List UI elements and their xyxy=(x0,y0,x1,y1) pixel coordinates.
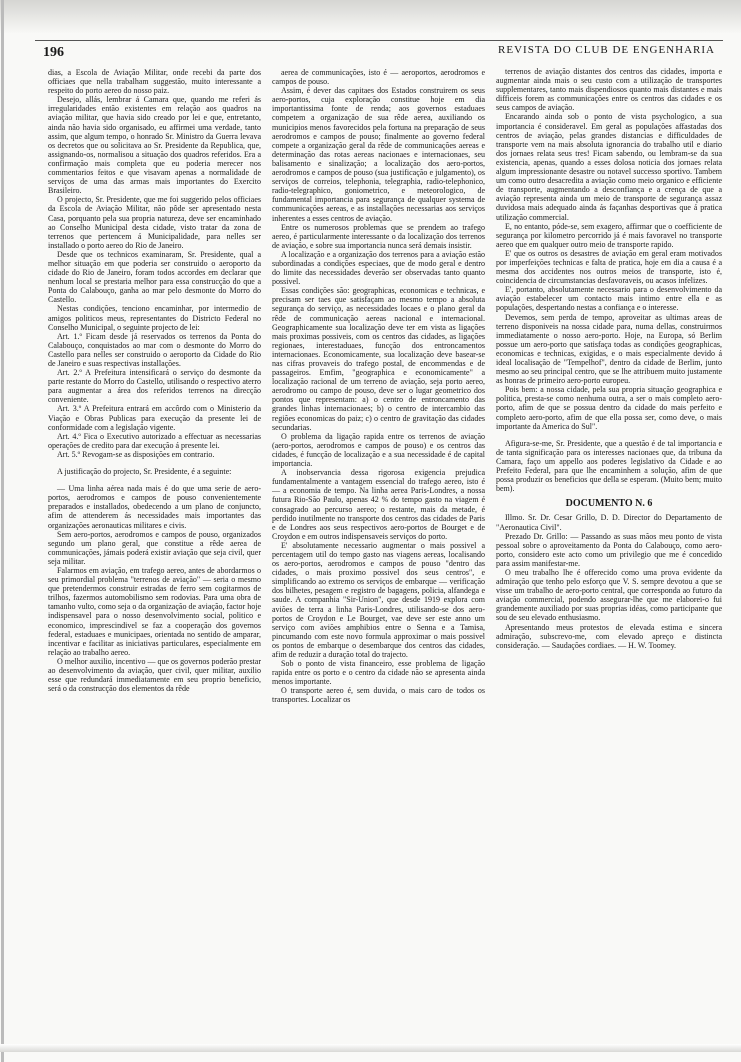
paragraph: Sob o ponto de vista financeiro, esse problema de ligação rapida entre os porto e o centro da cidade não se apresenta ainda menos importante. xyxy=(272,659,485,687)
paragraph: Entre os numerosos problemas que se prendem ao trafego aereo, é particularmente interessante o da localização dos terrenos de aviação, e sobre sua importancia nunca será demais insistir. xyxy=(272,222,485,250)
paragraph: A justificação do projecto, Sr. Presidente, é a seguinte: xyxy=(57,467,232,477)
paragraph: O melhor auxilio, incentivo — que os governos poderão prestar ao desenvolvimento da aviação, quer civil, quer militar, auxilio esse que redundará immediatamente em seu proprio beneficio, será o da construcção dos elementos da rêde xyxy=(48,656,261,694)
paragraph: terrenos de aviação distantes dos centros das cidades, importa e augmentar ainda mais o seu custo com a utilização de transportes supplementares, tanto mais dispendiosos quanto mais distantes e mais difficeis forem as communicações entre os centros das cidades e os seus campos de aviação. xyxy=(496,67,722,113)
paragraph: Art. 1.º Ficam desde já reservados os terrenos da Ponta do Calabouço, conquistados ao mar com o desmonte do Morro do Castello para nelles ser construido o aeroporto da Cidade do Rio de Janeiro e suas respectivas installações. xyxy=(48,331,261,368)
paragraph: E, no entanto, póde-se, sem exagero, affirmar que o coefficiente de segurança por kilometro percorrido já é mais favoravel no transporte aereo que em qualquer outro meio de transporte rapido. xyxy=(496,221,722,249)
paragraph: Prezado Dr. Grillo: — Passando as suas mãos meu ponto de vista pessoal sobre o aproveitamento da Ponta do Calabouço, como aero-porto, considero este acto como um privilegio que me é concedido para assim manifestar-me. xyxy=(496,531,722,568)
scan-edge-left xyxy=(1,0,4,1062)
paragraph: — Uma linha aérea nada mais é do que uma serie de aero-portos, aerodromos e campos de pouso convenientemente preparados e installados, obedecendo a um plano de conjuncto, afim de attenderem ás necessidades mais importantes das organizações aeronauticas militares e civis. xyxy=(48,484,261,530)
scan-edge-bottom xyxy=(0,1044,741,1052)
column-middle xyxy=(272,68,485,1050)
paragraph: Assim, é dever das capitaes dos Estados construirem os seus aero-portos, cuja exploração constitue hoje em dia importantissima fonte de renda; aos governos estaduaes competem a organização de sua rêde aerea, auxiliando os municipios menos favorecidos pela fortuna na preparação de seus aerodromos e campos de pouso; finalmente ao governo federal compete a organização geral da rêde de communicações aereas e determinação das rotas aereas nacionaes e internacionaes, seu balisamento e sinalização; a localização dos aero-portos, aerodromos e campos de pouso (sua justificação e julgamento), os serviços de correios, telephonia, telegraphia, radio-telephonico, radio-telegraphico, goniometrico, e meteorologico, de fundamental importancia para segurança de qualquer systema de communicações aereas, e as installações necessarias aos serviços inherentes a esses centros de aviação. xyxy=(272,86,485,223)
paragraph: Apresentando meus protestos de elevada estima e sincera admiração, subscrevo-me, com elevado apreço e distincta consideração. — Saudações cordiaes. — H. W. Toomey. xyxy=(496,622,722,650)
paragraph: O problema da ligação rapida entre os terrenos de aviação (aero-portos, aerodromos e campos de pouso) e os centros das cidades, é funcção de localização e a sua necessidade é de capital importancia. xyxy=(272,431,485,469)
paragraph: dias, a Escola de Aviação Militar, onde recebi da parte dos officiaes que nella trabalham suggestão, muito interessante a respeito do porto aereo do nosso paiz. xyxy=(48,68,261,96)
section-heading: DOCUMENTO N. 6 xyxy=(565,498,653,510)
paragraph: O meu trabalho lhe é offerecido como uma prova evidente da admiração que tenho pelo esforço que V. S. sempre devotou a que se visse um trabalho de aero-porto central, que corresponda ao futuro da aviação commercial, podendo assegurar-lhe que me elaborei-o fui grandemente auxiliado por suas proprias idéas, como participante que sou de seu elevado enthusiasmo. xyxy=(496,567,722,623)
page-number: 196 xyxy=(43,45,64,60)
paragraph: Illmo. Sr. Dr. Cesar Grillo, D. D. Director do Departamento de "Aeronautica Civil". xyxy=(496,513,722,532)
paragraph: Pois bem: a nossa cidade, pela sua propria situação geographica e politica, presta-se como nenhuma outra, a ser o mais completo aero-porto, afim de que se possua dentro da cidade do mais perfeito e completo aero-porto, afim de que ella possa ser, como deve, o mais importante da America do Sul". xyxy=(496,385,722,431)
paragraph: Encarando ainda sob o ponto de vista psychologico, a sua importancia é consideravel. Em geral as populações affastadas dos centros de aviação, pelas grandes distancias e difficuldades de transporte vem na mais absoluta ignorancia do trabalho util e diario dos jornaes relata seus tres! Ficam sabendo, ou lembram-se da sua existencia, apenas, quando a esses dolosa noticia dos jornaes relata algum impressionante desastre ou notavel successo sportivo. Tambem um como outro desacredita a aviação como meio organico e efficiente de transporte, augmentando a desconfiança e a crença de que a aviação representa ainda um meio de transporte de segurança assaz duvidosa mais adequado ainda ás façanhas desportivas que á pratica utilização commercial. xyxy=(496,112,722,222)
column-left xyxy=(48,68,261,1050)
paragraph: Devemos, sem perda de tempo, aproveitar as ultimas areas de terreno disponiveis na nossa cidade para, numa dellas, construirmos immediatamente o nosso aero-porto. Hoje, na Europa, só Berlim possue um aero-porto que satisfaça todas as condições geographicas, economicas e technicas, exigidas, e o mais especialmente devido á ideal localisação de "Tempelhof", dentro da cidade de Berlim, junto mesmo ao seu principal centro, que se lhe attribuem muito justamente as honras de primeiro aero-porto europeu. xyxy=(496,312,722,386)
journal-title: REVISTA DO CLUB DE ENGENHARIA xyxy=(498,44,715,56)
column-right xyxy=(496,67,722,1050)
paragraph: O transporte aereo é, sem duvida, o mais caro de todos os transportes. Localizar os xyxy=(272,686,485,705)
paragraph: Falarmos em aviação, em trafego aereo, antes de abordarmos o seu primordial problema "terrenos de aviação" — seria o mesmo que pretendermos construir estradas de ferro sem cogitarmos de trilhos, fazermos automobilismo sem rodovias. Para uma obra de tamanho vulto, como seja o da organização de aviação, factor hoje indispensavel para o nosso desenvolvimento social, politico e economico, imprescindivel se faz a cooperação dos governos federal, estaduaes e municipaes, orientada no sentido de amparar, incentivar e facilitar as iniciativas particulares, especialmente em relação ao trabalho aereo. xyxy=(48,565,261,657)
paragraph: Desde que os technicos examinaram, Sr. Presidente, qual a melhor situação em que poderia ser construido o aeroporto da cidade do Rio de Janeiro, foram todos accordes em declarar que nenhum local se prestaria melhor para essa construcção do que a Ponta do Calabouço, ganha ao mar pelo desmonte do Morro do Castello. xyxy=(48,249,261,305)
paragraph: E' absolutamente necessario augmentar o mais possivel a percentagem util do tempo gasto nas viagens aereas, localisando os aero-portos, aerodromos e campos de pouso "dentro das cidades, o mais proximo possivel dos seus centros", e simplificando ao extremo os serviços de embarque — verificação dos bilhetes, pesagem e registro de bagagens, policia, alfandega e saude. A companhia "Sir-Union", que desde 1919 explora com aviões de terra a linha Paris-Londres, utilisando-se dos aero-portos de Croydon e Le Bourget, vae deve ser este anno um serviço com aviões amphibios entre o Senna e a Tamisa, pincumando com este novo formula approximar o mais possivel os pontos de embarque o desembarque dos centros das cidades, afim de reduzir a duração total do trajecto. xyxy=(272,540,485,659)
paragraph: Art. 5.º Revogam-se as disposições em contrario. xyxy=(57,449,215,459)
paragraph: aerea de communicações, isto é — aeroportos, aerodromos e campos de pouso. xyxy=(272,68,485,87)
paragraph: E', portanto, absolutamente necessario para o desenvolvimento da aviação estabelecer um contacto mais intimo entre ella e as populações, despertando nestas a confiança e o interesse. xyxy=(496,285,722,313)
paragraph: Art. 2.º A Prefeitura intensificará o serviço do desmonte da parte restante do Morro do Castello, utilisando o respectivo aterro para augmentar a área dos referidos terrenos na direcção conveniente. xyxy=(48,368,261,405)
paragraph: A localização e a organização dos terrenos para a aviação estão subordinadas a condições especiaes, que de modo geral e dentro do limite das necessidades deverão ser observadas tanto quanto possivel. xyxy=(272,249,485,287)
paragraph: Art. 4.º Fica o Executivo autorizado a effectuar as necessarias operações de credito para dar execução á presente lei. xyxy=(48,431,261,450)
paragraph: E' que os outros os desastres de aviação em geral eram motivados por imperfeições technicas e falta de pratica, hoje em dia a causa é a mesma dos accidentes nos outros meios de transporte, isto é, coincidencia de circumstancias desfavoraveis, ou acasos infelizes. xyxy=(496,248,722,286)
paragraph: Afigura-se-me, Sr. Presidente, que a questão é de tal importancia e de tanta significação para os interesses nacionaes que, da tribuna da Camara, faço um appello aos poderes legislativo da Cidade e ao Prefeito Federal, para que lhe encaminhem a solução, afim de que possa produzir os beneficios que della se esperam. (Muito bem; muito bem). xyxy=(496,438,722,494)
paragraph: Desejo, allás, lembrar á Camara que, quando me referi ás irregularidades então existentes em relação aos quadros na aviação militar, que havia sido creado por lei e que, entretanto, ainda não havia sido organisado, eu affirmei uma verdade, tanto assim, que algum tempo, o honrado Sr. Ministro da Guerra levava os decretos que ou solicitava ao Sr. Presidente da Republica, que, assignando-os, normalisou a situação dos quadros referidos. Era a confirmação mais completa que eu poderia merecer nos commentarios feitos e que visavam apenas a normalidade de serviços de uma das armas mais importantes do Exercito Brasileiro. xyxy=(48,95,261,196)
paragraph: Essas condições são: geographicas, economicas e technicas, e precisam ser taes que satisfaçam ao mesmo tempo a absoluta segurança do serviço, as necessidades locaes e o plano geral da rêde de communicação aereas nacional e internacional. Geographicamente sua localização deve ter em vista as ligações mais proximas possiveis, com os centros das cidades, as ligações regionaes, interestaduaes, funcção dos entroncamentos internacionaes. Economicamente, sua localização deve basear-se nas cifras provaveis do trafego postal, de encommendas e de passageiros. Emfim, "geographica e economicamente" a localização racional de um terreno de aviação, seja porto aereo, aerodromo ou campo de pouso, deve ser o lugar geometrico dos pontos que representam: a) o centro de entroncamento das grandes linhas internacionaes; b) o centro de intercambio das regiões economicas do paiz; c) o centro de gravitação das cidades secundarias. xyxy=(272,286,485,432)
header-rule xyxy=(35,40,723,41)
paragraph: O projecto, Sr. Presidente, que me foi suggerido pelos officiaes da Escola de Aviação Militar, não pôde ser apresentado nesta Casa, porquanto pela sua propria natureza, deve ser encaminhado ao Conselho Municipal desta cidade, visto tratar da zona de terrenos que pertencem á Municipalidade, para nelles ser installado o porto aereo do Rio de Janeiro. xyxy=(48,195,261,250)
paragraph: Sem aero-portos, aerodromos e campos de pouso, organizados segundo um plano geral, que constitue a rêde aerea de communicações, jámais poderá existir aviação que seja civil, quer seja militar. xyxy=(48,529,261,566)
paragraph: Art. 3.º A Prefeitura entrará em accôrdo com o Ministerio da Viação e Obras Publicas para execução da presente lei de conformidade com a legislação vigente. xyxy=(48,404,261,432)
scan-shadow-top xyxy=(0,0,741,34)
paragraph: A inobservancia dessa rigorosa exigencia prejudica fundamentalmente a vantagem essencial do trafego aereo, isto é — a economia de tempo. Na linha aerea Paris-Londres, a nossa futura Rio-São Paulo, apenas 42 % do tempo gasto na viagem é consagrado ao percurso aereo; o restante, mais da metade, é perdido inutilmente no transporte dos centros das cidades de Paris e de Londres aos seus respectivos aero-portos de Bourget e de Croydon e em outros indispensaveis serviços do porto. xyxy=(272,468,485,541)
paragraph: Nestas condições, tenciono encaminhar, por intermedio de amigos politicos meus, representantes do Districto Federal no Conselho Municipal, o seguinte projecto de lei: xyxy=(48,304,261,332)
